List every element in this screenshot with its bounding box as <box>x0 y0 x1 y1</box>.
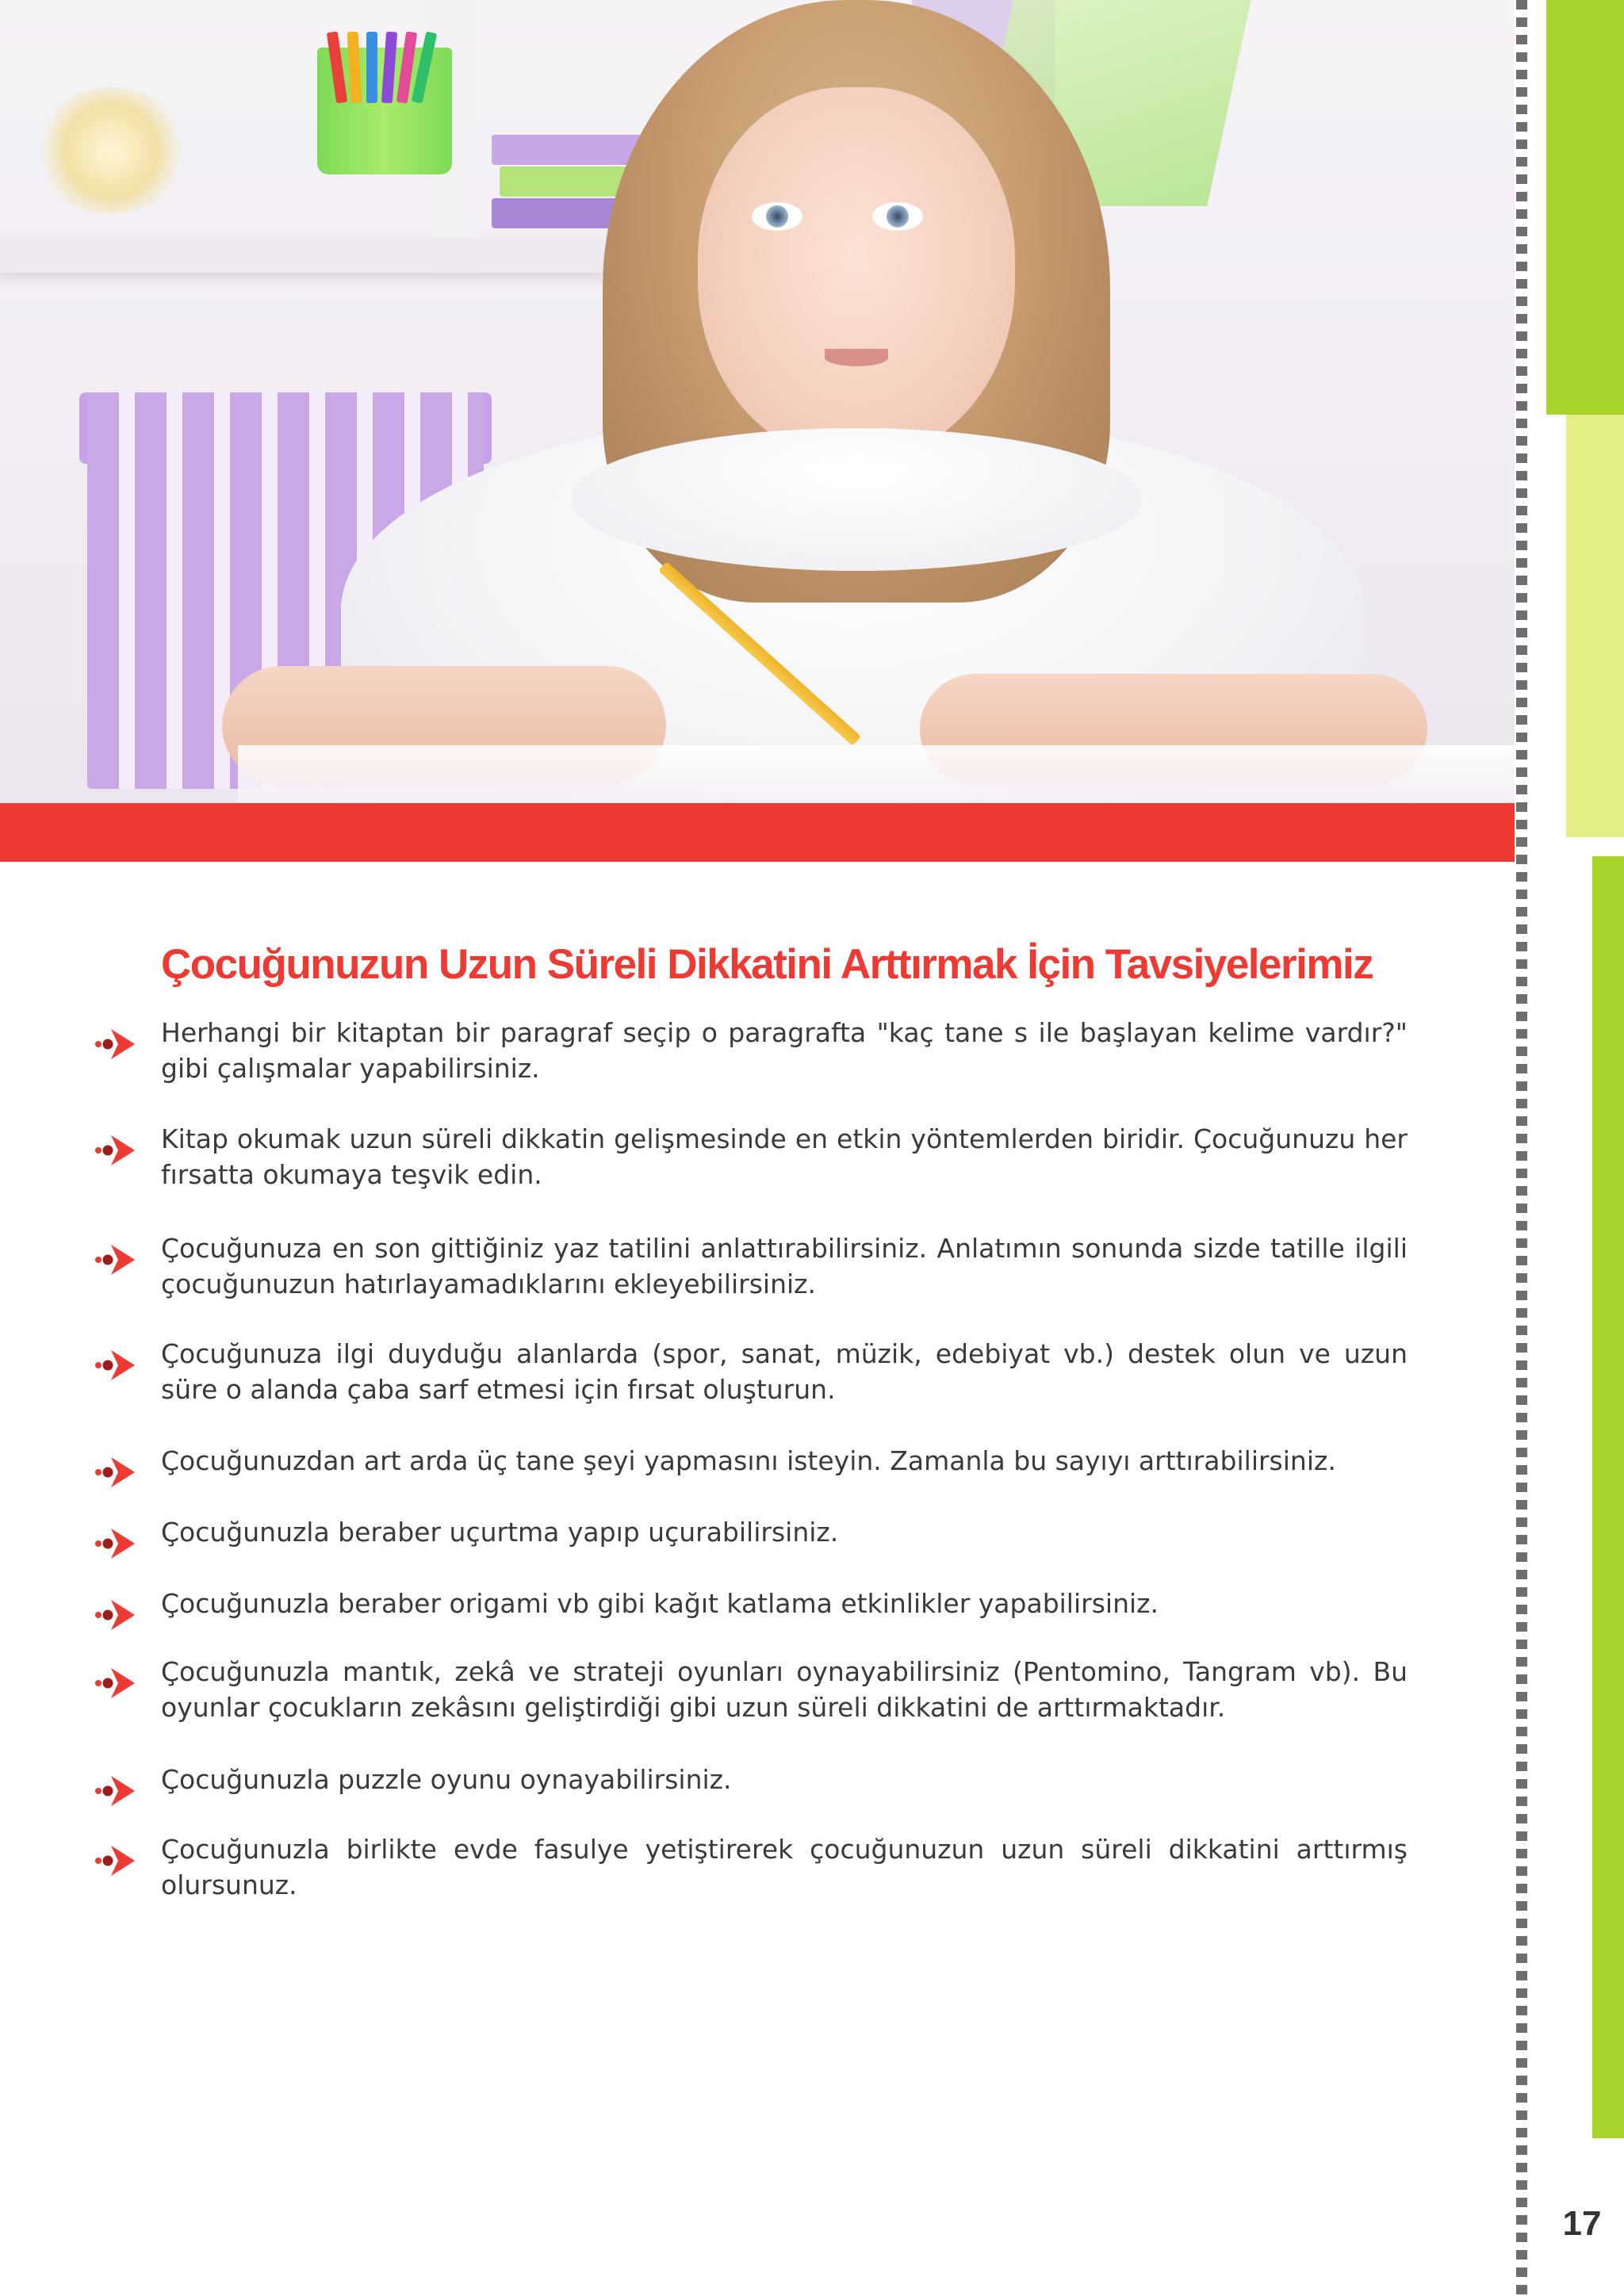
tip-text: Çocuğunuzdan art arda üç tane şeyi yapmasını isteyin. Zamanla bu sayıyı arttırabilirsiniz. <box>161 1445 1336 1476</box>
page-number: 17 <box>1562 2204 1602 2243</box>
tip-text: Çocuğunuzla puzzle oyunu oynayabilirsiniz. <box>161 1764 732 1795</box>
tip-text: Çocuğunuzla birlikte evde fasulye yetiştirerek çocuğunuzun uzun süreli dikkatini arttırmış olursunuz. <box>161 1834 1408 1900</box>
double-chevron-arrow-icon <box>91 1027 139 1062</box>
double-chevron-arrow-icon <box>91 1455 139 1490</box>
tip-text: Çocuğunuzla beraber uçurtma yapıp uçurabilirsiniz. <box>161 1517 839 1548</box>
tip-text: Çocuğunuzla mantık, zekâ ve strateji oyunları oynayabilirsiniz (Pentomino, Tangram vb). Bu oyunlar çocukların zekâsını geliştirdiği gibi uzun süreli dikkatini de arttırmaktadır. <box>161 1656 1408 1723</box>
double-chevron-arrow-icon <box>91 1598 139 1632</box>
tip-text: Herhangi bir kitaptan bir paragraf seçip o paragrafta "kaç tane s ile başlayan kelime vardır?" gibi çalışmalar yapabilirsiniz. <box>161 1017 1408 1084</box>
double-chevron-arrow-icon <box>91 1774 139 1808</box>
page-title: Çocuğunuzun Uzun Süreli Dikkatini Arttırmak İçin Tavsiyelerimiz <box>161 941 1373 988</box>
double-chevron-arrow-icon <box>91 1242 139 1277</box>
tip-text: Çocuğunuzla beraber origami vb gibi kağıt katlama etkinlikler yapabilirsiniz. <box>161 1588 1159 1619</box>
tip-text: Kitap okumak uzun süreli dikkatin gelişmesinde en etkin yöntemlerden biridir. Çocuğunuzu her fırsatta okumaya teşvik edin. <box>161 1123 1408 1190</box>
double-chevron-arrow-icon <box>91 1843 139 1878</box>
tip-text: Çocuğunuza ilgi duyduğu alanlarda (spor, sanat, müzik, edebiyat vb.) destek olun ve uzun süre o alanda çaba sarf etmesi için fırsat oluşturun. <box>161 1338 1408 1405</box>
double-chevron-arrow-icon <box>91 1133 139 1168</box>
double-chevron-arrow-icon <box>91 1526 139 1561</box>
tip-text: Çocuğunuza en son gittiğiniz yaz tatilini anlattırabilirsiniz. Anlatımın sonunda sizde tatille ilgili çocuğunuzun hatırlayamadıklarını ekleyebilirsiniz. <box>161 1233 1408 1299</box>
double-chevron-arrow-icon <box>91 1666 139 1701</box>
double-chevron-arrow-icon <box>91 1348 139 1383</box>
